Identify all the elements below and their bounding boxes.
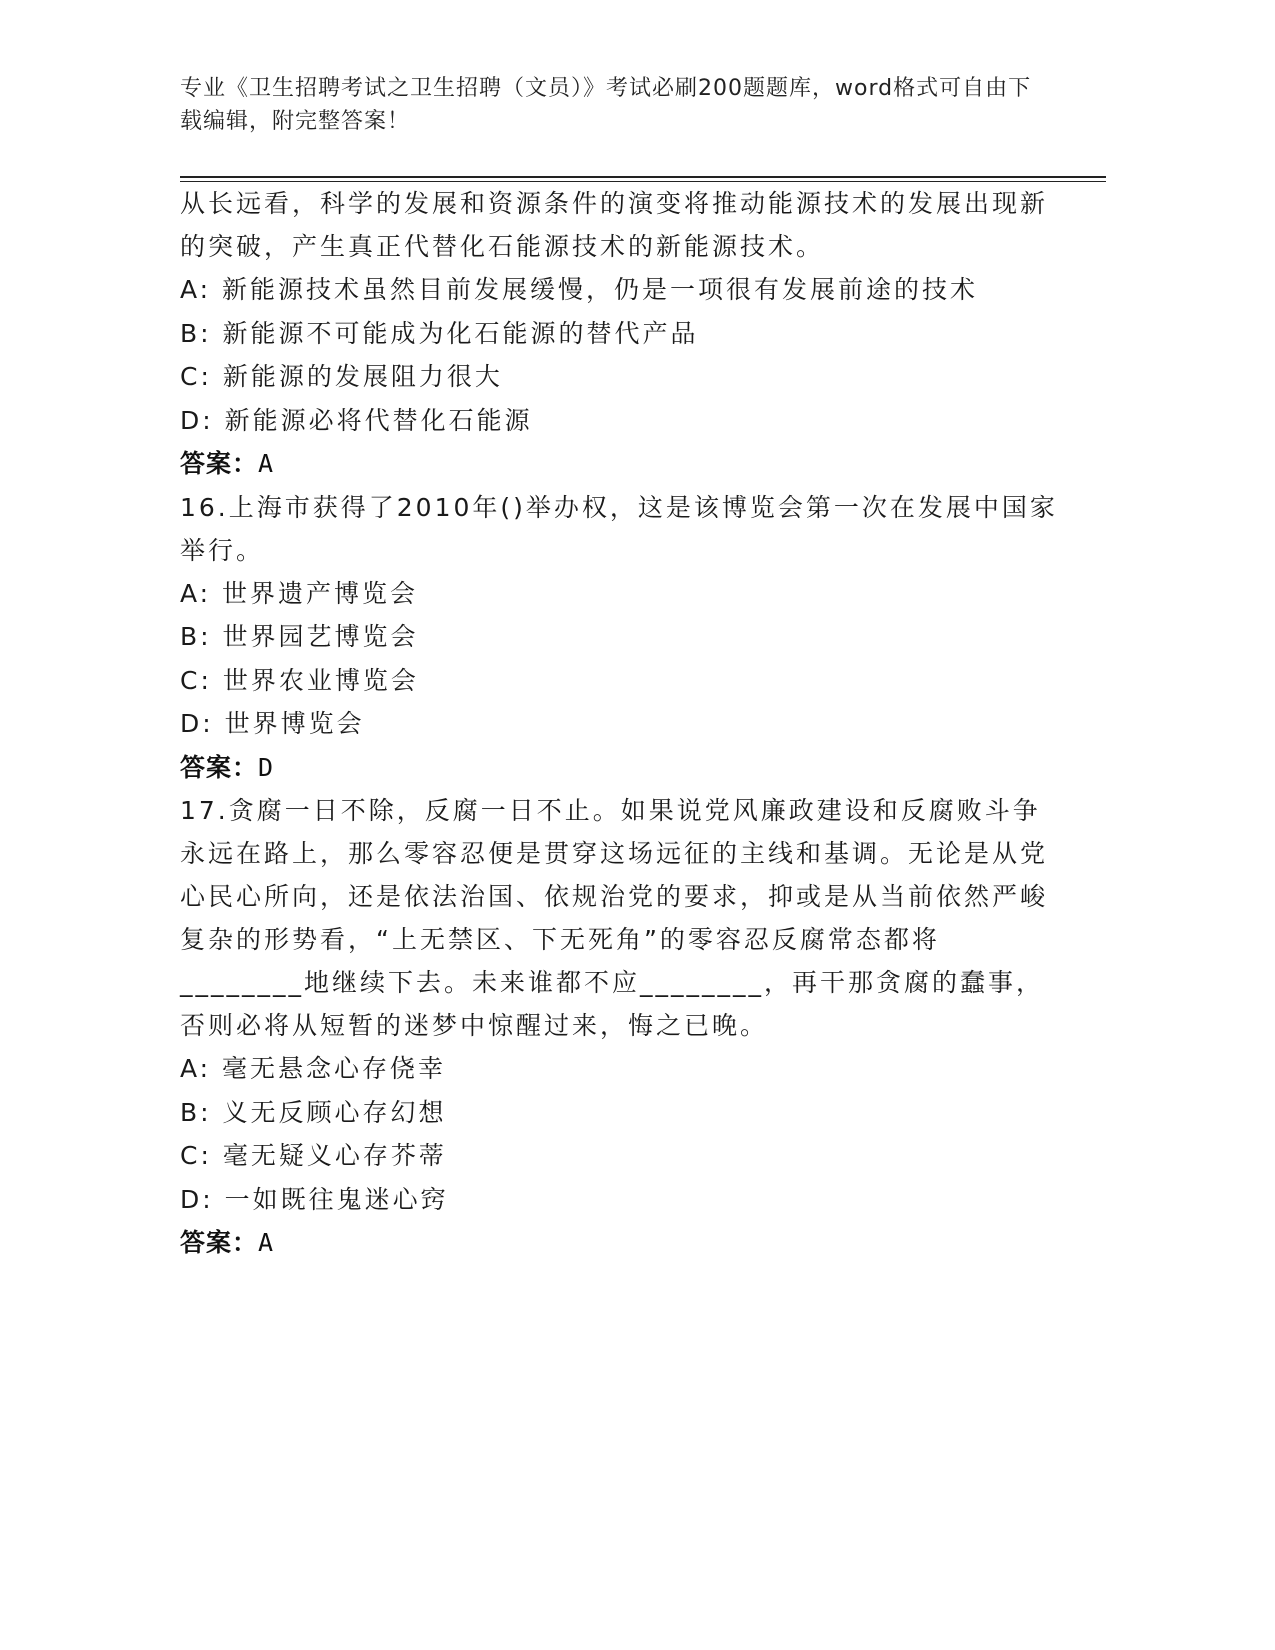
option-c: C: 世界农业博览会 [180, 665, 419, 695]
answer-value: A [258, 449, 275, 478]
option-a: A: 世界遗产博览会 [180, 578, 419, 608]
option-c: C: 新能源的发展阻力很大 [180, 362, 503, 391]
option-d: D: 世界博览会 [180, 709, 365, 738]
answer-label: 答案： [180, 449, 259, 478]
question-15 [180, 182, 1060, 486]
option-b: B: 义无反顾心存幻想 [180, 1097, 447, 1127]
document-body [180, 182, 1060, 1265]
answer-line [180, 1221, 1060, 1265]
answer-value: D [258, 752, 275, 782]
option-b: B: 新能源不可能成为化石能源的替代产品 [180, 318, 699, 348]
option-c: C: 毫无疑义心存芥蒂 [180, 1141, 447, 1170]
document-header: 专业《卫生招聘考试之卫生招聘（文员）》考试必刷200题题库，word格式可自由下载编辑，附完整答案！ [180, 76, 1032, 134]
option-a: A: 毫无悬念心存侥幸 [180, 1054, 447, 1083]
question-stem: 17.贪腐一日不除，反腐一日不止。如果说党风廉政建设和反腐败斗争永远在路上，那么零容忍便是贯穿这场远征的主线和基调。无论是从党心民心所向，还是依法治国、依规治党的要求，抑或是从当前依然严峻复杂的形势看，“上无禁区、下无死角”的零容忍反腐常态都将________地继续下去。未来谁都不应________，再干那贪腐的蠢事，否则必将从短暂的迷梦中惊醒过来，悔之已晚。 [180, 796, 1049, 1040]
header-divider [180, 176, 1106, 178]
option-d: D: 新能源必将代替化石能源 [180, 405, 533, 435]
question-stem: 从长远看，科学的发展和资源条件的演变将推动能源技术的发展出现新的突破，产生真正代替化石能源技术的新能源技术。 [180, 189, 1049, 261]
answer-label: 答案： [180, 1228, 259, 1257]
option-b: B: 世界园艺博览会 [180, 622, 419, 651]
question-16 [180, 486, 1060, 790]
answer-line [180, 442, 1060, 486]
option-a: A: 新能源技术虽然目前发展缓慢，仍是一项很有发展前途的技术 [180, 275, 979, 304]
answer-value: A [258, 1228, 275, 1257]
option-d: D: 一如既往鬼迷心窍 [180, 1184, 449, 1214]
question-17 [180, 789, 1060, 1265]
answer-line [180, 746, 1060, 790]
question-stem: 16.上海市获得了2010年()举办权，这是该博览会第一次在发展中国家举行。 [180, 492, 1058, 565]
answer-label: 答案： [180, 752, 259, 782]
